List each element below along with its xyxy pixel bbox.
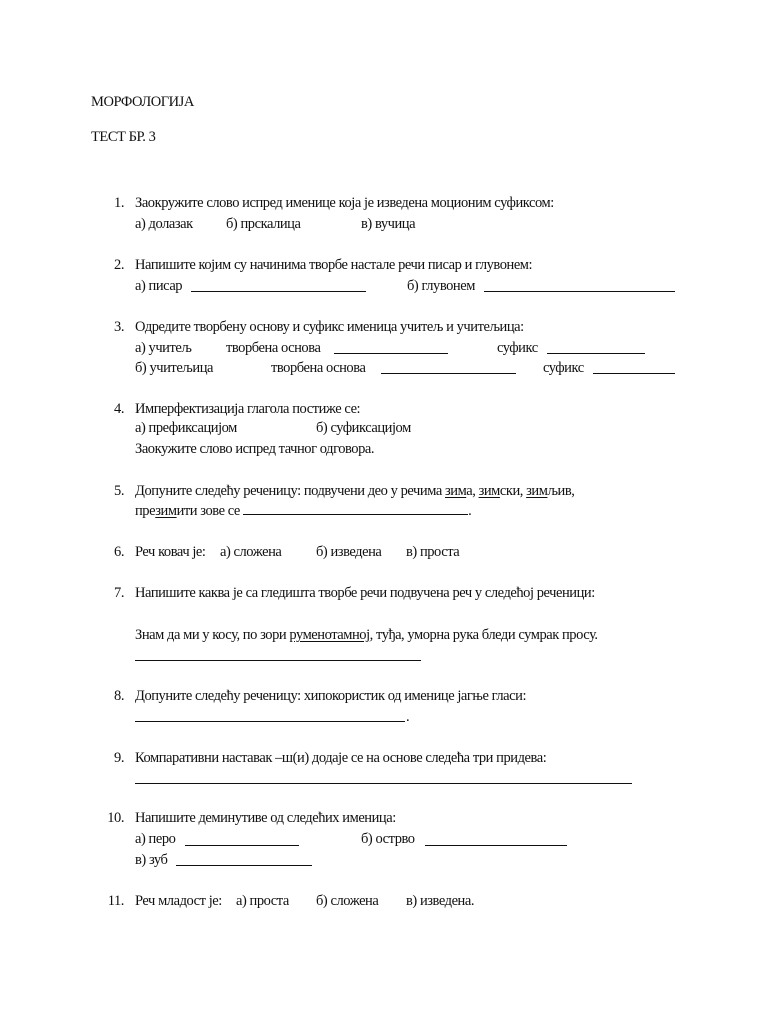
question-9-text: Компаративни наставак –ш(и) додаје се на основе следећа три придева: [135, 750, 547, 766]
q10-label-b: б) острво [361, 831, 415, 847]
q5-underlined-root: зим [526, 483, 548, 499]
q7-answer-line[interactable] [135, 660, 421, 661]
q5-prefix: пре [135, 503, 156, 519]
q3-row2-suffix-line[interactable] [593, 373, 675, 374]
test-number: ТЕСТ БР. 3 [91, 129, 156, 145]
question-2-text: Напишите којим су начинима творбе настале речи писар и глувонем: [135, 257, 533, 273]
q3-row1-suffix-line[interactable] [547, 353, 645, 354]
question-number: 9. [114, 750, 124, 766]
q8-answer-line[interactable] [135, 721, 405, 722]
question-number: 10. [107, 810, 124, 826]
q4-instruction: Заокужите слово испред тачног одговора. [135, 441, 375, 457]
q3-row1-word: а) учитељ [135, 340, 192, 356]
question-number: 6. [114, 544, 124, 560]
q3-row1-base-line[interactable] [334, 353, 448, 354]
q2-label-b: б) глувонем [407, 278, 475, 294]
question-11-text: Реч младост је: [135, 893, 222, 909]
q5-word-rest: љив, [547, 483, 575, 499]
q1-option-a: а) долазак [135, 216, 193, 232]
q9-answer-line[interactable] [135, 783, 632, 784]
document-title: МОРФОЛОГИЈА [91, 94, 194, 110]
question-6-text: Реч ковач је: [135, 544, 206, 560]
q7-quote-end: , туђа, уморна рука бледи сумрак просу. [369, 627, 598, 643]
q2-label-a: а) писар [135, 278, 183, 294]
q4-option-a: а) префиксацијом [135, 420, 237, 436]
q3-row2-base-label: творбена основа [271, 360, 366, 376]
q2-answer-line-a[interactable] [191, 291, 366, 292]
question-number: 11. [107, 893, 124, 909]
question-7-text: Напишите каква је са гледишта творбе речи подвучена реч у следећој реченици: [135, 585, 595, 601]
q10-label-a: а) перо [135, 831, 176, 847]
q4-option-b: б) суфиксацијом [316, 420, 411, 436]
question-number: 3. [114, 319, 124, 335]
question-5-line2 [135, 504, 471, 519]
q3-row1-base-label: творбена основа [226, 340, 321, 356]
q11-option-c: в) изведена. [406, 893, 475, 909]
q5-answer-line[interactable] [243, 513, 468, 515]
question-number: 1. [114, 195, 124, 211]
question-number: 2. [114, 257, 124, 273]
q6-option-a: а) сложена [220, 544, 282, 560]
q2-answer-line-b[interactable] [484, 291, 675, 292]
q3-row2-suffix-label: суфикс [543, 360, 584, 376]
q5-text-start: Допуните следећу реченицу: подвучени део у речима [135, 483, 445, 499]
q5-line2-rest: ити зове се [176, 503, 244, 519]
q7-quote-start: Знам да ми у косу, по зори [135, 627, 290, 643]
q10-answer-line-b[interactable] [425, 845, 567, 846]
q1-option-c: в) вучица [361, 216, 416, 232]
q3-row1-suffix-label: суфикс [497, 340, 538, 356]
question-number: 8. [114, 688, 124, 704]
q5-word-rest: ски, [499, 483, 527, 499]
q10-answer-line-a[interactable] [185, 845, 299, 846]
q6-option-c: в) проста [406, 544, 460, 560]
q3-row2-base-line[interactable] [381, 373, 516, 374]
question-10-text: Напишите деминутиве од следећих именица: [135, 810, 396, 826]
question-number: 4. [114, 401, 124, 417]
question-1-text: Заокружите слово испред именице која је изведена моционим суфиксом: [135, 195, 554, 211]
q8-period: . [406, 709, 410, 725]
q11-option-a: а) проста [236, 893, 289, 909]
q11-option-b: б) сложена [316, 893, 379, 909]
q6-option-b: б) изведена [316, 544, 382, 560]
question-8-text: Допуните следећу реченицу: хипокористик од именице јагње гласи: [135, 688, 527, 704]
q5-word-rest: а, [466, 483, 479, 499]
q10-label-c: в) зуб [135, 852, 168, 868]
question-number: 5. [114, 483, 124, 499]
q5-underlined-root: зим [445, 483, 467, 499]
q1-option-b: б) прскалица [226, 216, 301, 232]
question-5-text [135, 484, 574, 499]
q5-underlined-root: зим [478, 483, 500, 499]
q3-row2-word: б) учитељица [135, 360, 214, 376]
question-4-text: Имперфектизација глагола постиже се: [135, 401, 361, 417]
q5-period: . [468, 503, 472, 519]
q7-quote [135, 628, 598, 643]
question-number: 7. [114, 585, 124, 601]
q10-answer-line-c[interactable] [176, 865, 312, 866]
question-3-text: Одредите творбену основу и суфикс именица учитељ и учитељица: [135, 319, 524, 335]
q7-underlined-word: руменотамној [289, 627, 370, 643]
q5-underlined-root: зим [155, 503, 177, 519]
